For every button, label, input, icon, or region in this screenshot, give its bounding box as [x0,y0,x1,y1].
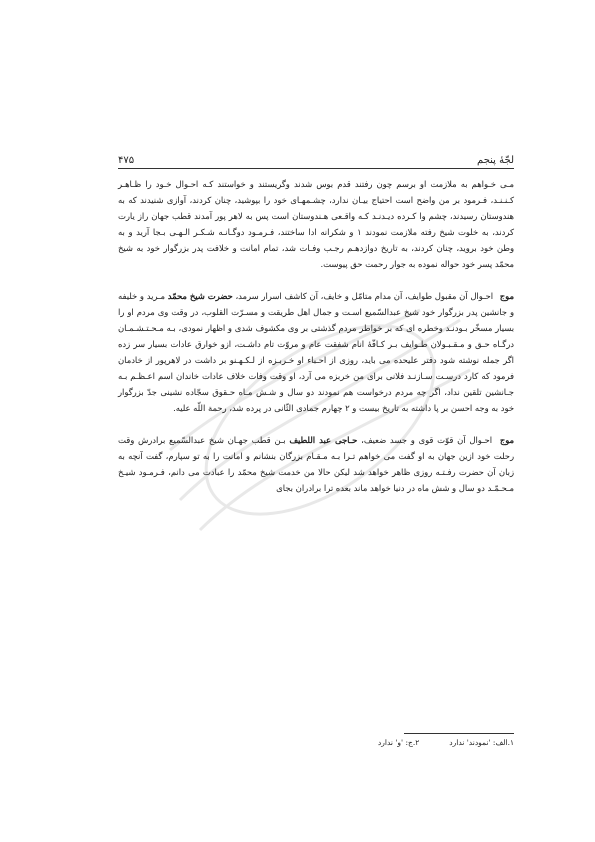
text-line: روزی از احـباء او خـربـزه از لـکـهـنو بر داشت در لاهرپور از خادمان فرمود که کارد [118,355,515,381]
text-line: اسم اعـظـم بـه جـانشین تلقین نداد، اگر چه مردم درخواست هم نمودند دو سال و [118,371,514,397]
text-line: شـش مـاه حـقوق سجّاده نشینی جدّ بزرگوار خود به وجه احسن بر پا داشته به تاریخ [118,387,514,413]
text-line: سرمد، [235,291,259,301]
text-line: بـودنـد وخطره ای که بر خواطر مردم گذشتی بر وی مکشوف شدی و اظهار نمودی، [178,323,468,333]
text-line: پسر خود حواله نموده به جوار رحمت حق پیوست. [320,259,493,269]
text-line: مـرید و خلیفه و جانشین پدر بزرگوار خود شیخ عبدالسّمیع [118,291,514,317]
text-line: چشـمهـای خود را بپوشید، چنان کردند، آوازی شنیدند که به هندوستان رسیدند، [118,195,514,221]
running-header [118,148,514,166]
text-line: احـوال آن مقبول طوایف، آن مدام متامّل و خایف، آن کاشف اسرار [261,291,494,301]
text-line: مـی خـواهم به ملازمت او برسم چون رفتند قدم بوس شدند وگریستند و خواستند [217,179,514,189]
text-line: داشـت، ازو خوارق عادات بسیار سر زده اگر جمله نوشته شود دفتر علیحده می باید، [118,339,515,365]
text-line: دوازدهـم رجـب وفـات شد، تمام امانت و خلافت پدر بزرگوار خود به شیخ محمّد [118,243,514,269]
chapter-title: لجّهٔ پنجم [477,155,514,166]
footnote: ۱.الف: 'نمودند' ندارد [449,738,514,747]
section-heading: موج [499,435,515,445]
person-name: حـاجی عبد اللطیف [289,435,358,445]
text-line: بـه مـحـتـشـمـان درگـاه حـق و مـقـبـولان طـوایف بـر کـافّهٔ انام شفقت عام و مروّت تام [118,323,514,349]
text-line: رفـتـه روزی ظاهر خواهد شد لیکن حالا من خدمت شیخ محمّد را عبادت می دانم، [168,467,456,477]
footnotes [118,738,514,747]
section-heading: موج [499,291,514,301]
paragraph-1 [118,176,514,272]
text-line: فـرمـود دوگـانـه شـکـر الـهـی بـجا آرید و به وطن خود بروید، چنان کردند، به تاریخ [118,227,514,253]
text-line: احـوال آن قوّت قوی و جسد ضعیف، [361,435,493,445]
text-line: بـن قطب [251,435,286,445]
text-line: چشم وا کـرده دیـدنـد کـه واقـعی هـندوستان است پس به لاهر پور آمدند قطب [172,211,447,221]
footnote-rule [404,733,514,734]
person-name: حضرت شیخ محمّد [167,291,233,301]
text-line: اسـت و جمال اهل طریقت و مسـرّت القلوب، در وقت وی مردم او را بسیار مسخّر [118,307,515,333]
text-line: جهـان شیخ عبدالسّمیع برادرش وقت رحلت خود ازین جهان به او گفت می خواهم [118,435,514,461]
text-line: بیست و ۲ چهارم جمادی الثّانی در پرده شد، رحمة اللّه علیه. [173,403,380,413]
paragraph-3 [118,432,514,496]
page-body [118,176,514,496]
text-line: تـرا بـه مـقـام بزرگان بنشانم و امانت را به تو سپارم، گفت آنچه به زبان آن حضرت [118,451,515,477]
paragraph-2 [118,288,514,416]
text-line: درسـت سـازنـد فلانی برای من خربزه می آرد، او وقت وفات خلاف عادات خاندان [175,371,461,381]
text-line: جهان راز یارت کردند، به خلوت شیخ رفته ملازمت نمودند ۱ و شکرانه ادا ساختند، [118,211,515,237]
footnote: ۲.ج: 'و' ندارد [377,738,420,747]
header-rule [118,168,514,169]
text-line: فـرمـود شیـخ مـحـمّـد دو سال و شش ماه در دنیا خواهد ماند بعده ترا برادران بجای [118,467,514,493]
text-line: کـه احـوال خـود را ظـاهـر کـنـنـد، فـرمود بر من واضح است احتیاج بیـان ندارد، [118,179,514,205]
page-number: ۴۷۵ [118,155,135,166]
